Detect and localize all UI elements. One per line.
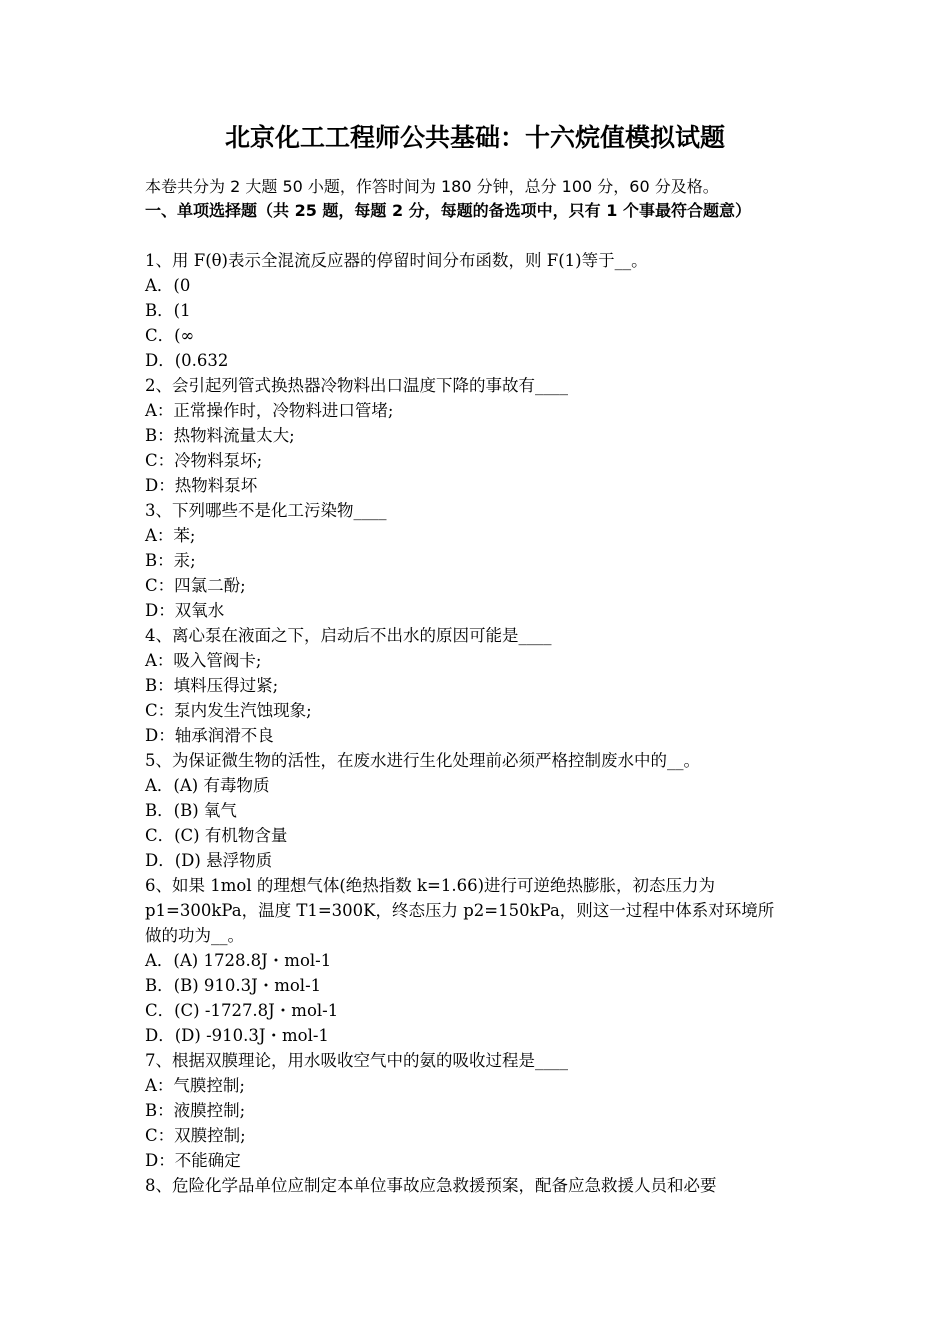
answer-option: D．(0.632 <box>145 351 229 370</box>
answer-option: D：轴承润滑不良 <box>145 726 274 745</box>
answer-option: A：吸入管阀卡; <box>145 651 262 670</box>
answer-option: B：液膜控制; <box>145 1101 246 1120</box>
answer-option: C：冷物料泵坏; <box>145 451 263 470</box>
answer-option: D：双氧水 <box>145 601 225 620</box>
answer-option: C：双膜控制; <box>145 1126 246 1145</box>
question-stem: 1、用 F(θ)表示全混流反应器的停留时间分布函数，则 F(1)等于__。 <box>145 251 648 270</box>
answer-option: D：不能确定 <box>145 1151 241 1170</box>
answer-option: B．(B) 氧气 <box>145 801 237 820</box>
answer-option: B：汞; <box>145 551 196 570</box>
section-heading: 一、单项选择题（共 25 题，每题 2 分，每题的备选项中，只有 1 个事最符合题意） <box>145 201 751 220</box>
question-block <box>145 748 815 873</box>
answer-option: C．(C) 有机物含量 <box>145 826 288 845</box>
question-stem: 3、下列哪些不是化工污染物____ <box>145 501 387 520</box>
page-title: 北京化工工程师公共基础：十六烷值模拟试题 <box>224 123 725 152</box>
answer-option: D．(D) -910.3J・mol-1 <box>145 1026 329 1045</box>
question-stem: 4、离心泵在液面之下，启动后不出水的原因可能是____ <box>145 626 552 645</box>
answer-option: A：苯; <box>145 526 196 545</box>
answer-option: B．(1 <box>145 301 191 320</box>
answer-option: A：气膜控制; <box>145 1076 245 1095</box>
answer-option: C：泵内发生汽蚀现象; <box>145 701 312 720</box>
answer-option: A：正常操作时，冷物料进口管堵; <box>145 401 394 420</box>
question-stem: 6、如果 1mol 的理想气体(绝热指数 k=1.66)进行可逆绝热膨胀，初态压力为 <box>145 876 716 895</box>
answer-option: B．(B) 910.3J・mol-1 <box>145 976 322 995</box>
answer-option: A．(0 <box>145 276 191 295</box>
answer-option: D：热物料泵坏 <box>145 476 258 495</box>
answer-option: C．(C) -1727.8J・mol-1 <box>145 1001 339 1020</box>
question-block <box>145 248 815 373</box>
question-stem: p1=300kPa，温度 T1=300K，终态压力 p2=150kPa，则这一过程中体系对环境所 <box>145 901 775 920</box>
answer-option: C：四氯二酚; <box>145 576 246 595</box>
answer-option: B：填料压得过紧; <box>145 676 279 695</box>
answer-option: A．(A) 有毒物质 <box>145 776 270 795</box>
answer-option: A．(A) 1728.8J・mol-1 <box>145 951 332 970</box>
question-block <box>145 873 815 1048</box>
exam-intro: 本卷共分为 2 大题 50 小题，作答时间为 180 分钟，总分 100 分，60 分及格。 <box>145 177 719 196</box>
answer-option: D．(D) 悬浮物质 <box>145 851 273 870</box>
answer-option: C．(∞ <box>145 326 195 345</box>
answer-option: B：热物料流量太大; <box>145 426 295 445</box>
question-stem: 做的功为__。 <box>145 926 244 945</box>
question-block <box>145 623 815 748</box>
question-block <box>145 498 815 623</box>
question-block <box>145 1173 815 1198</box>
question-stem: 2、会引起列管式换热器冷物料出口温度下降的事故有____ <box>145 376 568 395</box>
question-stem: 8、危险化学品单位应制定本单位事故应急救援预案，配备应急救援人员和必要 <box>145 1176 717 1195</box>
question-stem: 5、为保证微生物的活性，在废水进行生化处理前必须严格控制废水中的__。 <box>145 751 700 770</box>
question-list <box>145 248 815 1198</box>
question-block <box>145 1048 815 1173</box>
question-block <box>145 373 815 498</box>
question-stem: 7、根据双膜理论，用水吸收空气中的氨的吸收过程是____ <box>145 1051 568 1070</box>
